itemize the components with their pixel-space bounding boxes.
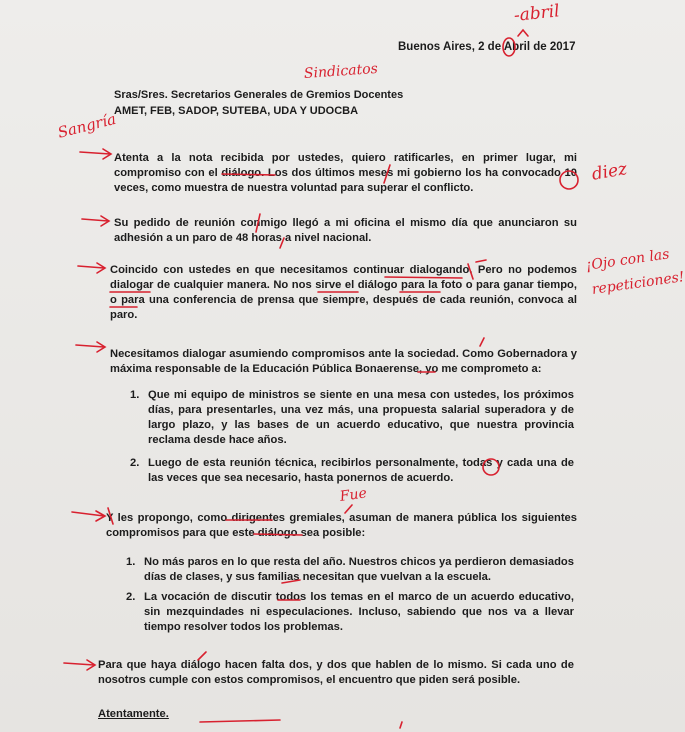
list-number: 2. [130, 457, 140, 469]
list2-item-1: 1. No más paros en lo que resta del año. Nuestros chicos ya perdieron demasiados días de clases, y sus familias necesitan que vuelvan a la escuela. [126, 556, 574, 583]
circle-mark [503, 38, 515, 56]
slash-mark [384, 165, 390, 183]
slash-mark [108, 508, 113, 524]
annotation-ojo: ¡Ojo con las [584, 246, 671, 274]
paragraph-1: Atenta a la nota recibida por ustedes, quiero ratificarles, en primer lugar, mi compromiso con el diálogo. Los dos últimos meses mi gobierno los ha convocado 10 veces, como muestra de nuestra voluntad para superar el conflicto. [114, 152, 577, 194]
caret-mark [198, 652, 206, 660]
caret-mark [345, 505, 352, 513]
arrow-mark [82, 216, 109, 226]
underline-mark [200, 720, 280, 722]
annotation-repeticiones: repeticiones! [590, 269, 685, 298]
underline-mark [385, 277, 462, 278]
list-number: 1. [126, 556, 136, 568]
slash-mark [280, 238, 284, 248]
slash-mark [400, 722, 402, 728]
paragraph-4: Necesitamos dialogar asumiendo compromisos ante la sociedad. Como Gobernadora y máxima responsable de la Educación Pública Bonaerense, yo me comprometo a: [110, 348, 577, 375]
annotation-fue: Fue [338, 485, 368, 505]
annotation-sindicatos: Sindicatos [303, 60, 379, 82]
list-number: 2. [126, 591, 136, 603]
arrow-mark [72, 511, 105, 521]
underline-mark [222, 174, 275, 175]
arrow-mark [76, 342, 105, 352]
arrow-mark [64, 660, 95, 670]
circle-mark [560, 171, 578, 189]
list1-item-2: 2. Luego de esta reunión técnica, recibirlos personalmente, todas y cada una de las veces que sea necesario, hasta ponernos de acuerdo. [130, 457, 574, 484]
list1-item-1: 1. Que mi equipo de ministros se siente en una mesa con ustedes, los próximos días, para presentarles, una vez más, una propuesta salarial superadora y de largo plazo, y las bases de un acuerdo educativo, que nuestra provincia reclama desde hace años. [130, 389, 574, 446]
closing: Atentamente. [98, 708, 169, 720]
annotation-sangria: Sangría [55, 109, 118, 142]
caret-mark [480, 338, 484, 346]
list2-item-2: 2. La vocación de discutir todos los temas en el marco de un acuerdo educativo, sin mezquindades ni especulaciones. Incluso, sabiendo que nos va a llevar tiempo resolver todos los problemas. [126, 591, 574, 633]
paragraph-6: Para que haya diálogo hacen falta dos, y dos que hablen de lo mismo. Si cada uno de nosotros cumple con estos compromisos, el encuentro que piden será posible. [98, 659, 574, 686]
addressee-line-2: AMET, FEB, SADOP, SUTEBA, UDA Y UDOCBA [114, 105, 359, 117]
slash-mark [468, 264, 473, 279]
slash-mark [256, 214, 260, 232]
paragraph-3: Coincido con ustedes en que necesitamos continuar dialogando. Pero no podemos dialogar de cualquier manera. No nos sirve el diálogo para la foto o para ganar tiempo, o para una conferencia de prensa que siempre, después de cada reunión, convoca al paro. [110, 264, 577, 321]
annotation-abril: -abril [512, 1, 561, 26]
addressee-line-1: Sras/Sres. Secretarios Generales de Gremios Docentes [114, 89, 404, 101]
caret-mark [518, 30, 528, 36]
underline-mark [282, 580, 300, 583]
annotation-diez: diez [590, 159, 629, 185]
paragraph-5: Y les propongo, como dirigentes gremiales, asuman de manera pública los siguientes compromisos para que este diálogo sea posible: [106, 512, 577, 539]
caret-mark [476, 260, 486, 262]
arrow-mark [80, 149, 111, 159]
paragraph-2: Su pedido de reunión conmigo llegó a mi oficina el mismo día que anunciaron su adhesión a un paro de 48 horas a nivel nacional. [114, 217, 577, 244]
list-number: 1. [130, 389, 140, 401]
place-date: Buenos Aires, 2 de Abril de 2017 [398, 41, 576, 53]
underline-mark [254, 534, 302, 535]
arrow-mark [78, 263, 105, 273]
circle-mark [483, 459, 499, 475]
